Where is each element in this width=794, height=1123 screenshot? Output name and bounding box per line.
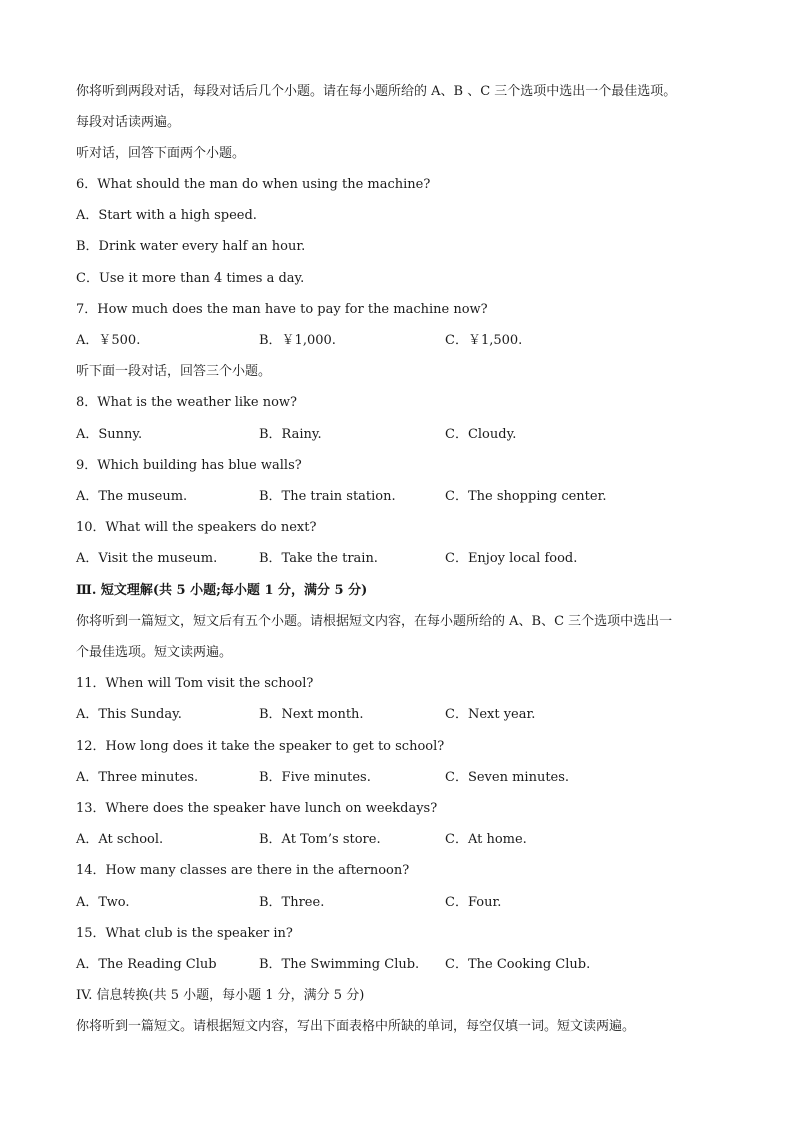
question-10-option-b: B．Take the train.	[259, 551, 378, 566]
section-4-instruction: 你将听到一篇短文。请根据短文内容，写出下面表格中所缺的单词，每空仅填一词。短文读两遍。	[76, 1019, 636, 1034]
question-14-option-a: A．Two.	[76, 895, 130, 910]
section-3-instruction: 你将听到一篇短文，短文后有五个小题。请根据短文内容，在每小题所给的 A、B、C 三个选项中选出一	[76, 614, 673, 629]
question-8-option-c: C．Cloudy.	[445, 427, 517, 442]
question-10-option-a: A．Visit the museum.	[76, 551, 218, 566]
question-15-option-a: A．The Reading Club	[76, 957, 217, 972]
question-14-option-c: C．Four.	[445, 895, 502, 910]
question-9-option-a: A．The museum.	[76, 489, 188, 504]
question-13-option-b: B．At Tom’s store.	[259, 832, 381, 847]
question-12-option-a: A．Three minutes.	[76, 770, 199, 785]
question-11-option-b: B．Next month.	[259, 707, 364, 722]
section-4-heading: IV. 信息转换(共 5 小题，每小题 1 分，满分 5 分)	[76, 988, 365, 1003]
question-7-option-b: B．￥1,000.	[259, 333, 336, 348]
question-14-option-b: B．Three.	[259, 895, 325, 910]
question-13-option-c: C．At home.	[445, 832, 527, 847]
question-14-stem: 14．How many classes are there in the afternoon?	[76, 863, 410, 878]
question-12-option-b: B．Five minutes.	[259, 770, 371, 785]
section-3-heading: Ⅲ. 短文理解(共 5 小题;每小题 1 分，满分 5 分)	[76, 583, 368, 598]
instruction-text: 你将听到两段对话，每段对话后几个小题。请在每小题所给的 A、B 、C 三个选项中选出一个最佳选项。	[76, 84, 677, 99]
question-7-stem: 7．How much does the man have to pay for the machine now?	[76, 302, 488, 317]
question-10-option-c: C．Enjoy local food.	[445, 551, 578, 566]
question-12-stem: 12．How long does it take the speaker to get to school?	[76, 739, 445, 754]
question-13-option-a: A．At school.	[76, 832, 164, 847]
sub-instruction: 听对话，回答下面两个小题。	[76, 146, 246, 161]
question-9-option-b: B．The train station.	[259, 489, 396, 504]
question-8-option-b: B．Rainy.	[259, 427, 322, 442]
question-8-stem: 8．What is the weather like now?	[76, 395, 298, 410]
question-6-stem: 6．What should the man do when using the machine?	[76, 177, 431, 192]
question-15-stem: 15．What club is the speaker in?	[76, 926, 293, 941]
question-9-option-c: C．The shopping center.	[445, 489, 607, 504]
sub-instruction: 听下面一段对话，回答三个小题。	[76, 364, 272, 379]
question-11-option-c: C．Next year.	[445, 707, 536, 722]
question-8-option-a: A．Sunny.	[76, 427, 143, 442]
question-7-option-a: A．￥500.	[76, 333, 141, 348]
question-15-option-c: C．The Cooking Club.	[445, 957, 591, 972]
question-7-option-c: C．￥1,500.	[445, 333, 523, 348]
question-10-stem: 10．What will the speakers do next?	[76, 520, 317, 535]
question-13-stem: 13．Where does the speaker have lunch on weekdays?	[76, 801, 438, 816]
question-9-stem: 9．Which building has blue walls?	[76, 458, 302, 473]
question-6-option-a: A．Start with a high speed.	[76, 208, 257, 223]
question-11-option-a: A．This Sunday.	[76, 707, 182, 722]
question-6-option-c: C．Use it more than 4 times a day.	[76, 271, 305, 286]
question-15-option-b: B．The Swimming Club.	[259, 957, 420, 972]
question-12-option-c: C．Seven minutes.	[445, 770, 570, 785]
instruction-text: 每段对话读两遍。	[76, 115, 181, 130]
question-11-stem: 11．When will Tom visit the school?	[76, 676, 314, 691]
section-3-instruction: 个最佳选项。短文读两遍。	[76, 645, 233, 660]
question-6-option-b: B．Drink water every half an hour.	[76, 239, 306, 254]
